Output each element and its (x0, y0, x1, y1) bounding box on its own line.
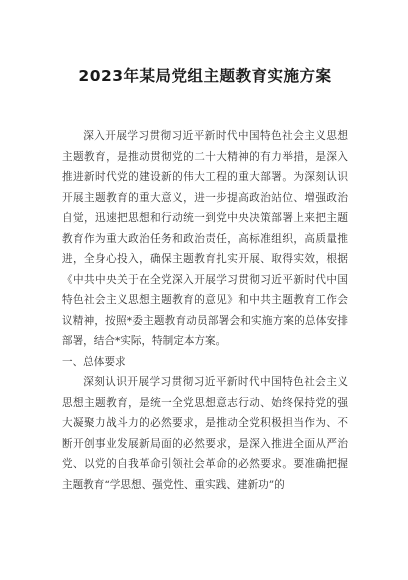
document-title: 2023年某局党组主题教育实施方案 (78, 67, 332, 85)
document-body (62, 126, 348, 495)
general-requirements-paragraph: 深刻认识开展学习贯彻习近平新时代中国特色社会主义思想主题教育，是统一全党思想意志行动、始终保持党的强大凝聚力战斗力的必然要求，是推动全党积极担当作为、不断开创事业发展新局面的必然要求，是深入推进全面从严治党、以党的自我革命引领社会革命的必然要求。要准确把握主题教育“学思想、强党性、重实践、建新功”的 (62, 376, 348, 491)
section-heading-general-requirements: 一、总体要求 (62, 355, 126, 368)
intro-paragraph: 深入开展学习贯彻习近平新时代中国特色社会主义思想主题教育，是推动贯彻党的二十大精神的有力举措，是深入推进新时代党的建设新的伟大工程的重大部署。为深刻认识开展主题教育的重大意义，进一步提高政治站位、增强政治自觉，迅速把思想和行动统一到党中央决策部署上来把主题教育作为重大政治任务和政治责任，高标准组织，高质量推进，全身心投入，确保主题教育扎实开展、取得实效，根据《中共中央关于在全党深入开展学习贯彻习近平新时代中国特色社会主义思想主题教育的意见》和中共主题教育工作会议精神，按照*委主题教育动员部署会和实施方案的总体安排部署，结合*实际，特制定本方案。 (62, 130, 348, 347)
